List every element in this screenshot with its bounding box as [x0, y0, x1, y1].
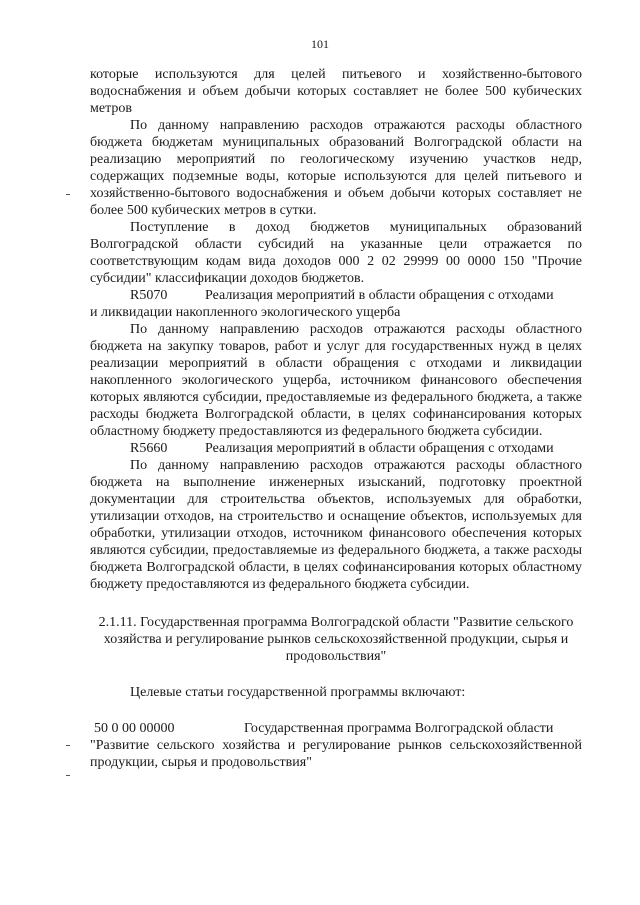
program-code: 50 0 00 00000: [94, 721, 175, 736]
paragraph-geology-expenses: По данному направлению расходов отражаются расходы областного бюджета бюджетам муниципальных образований Волгоградской области на реализацию мероприятий по геологическому изучению участков недр, содержащих подземные воды, которые используются для целей питьевого и хозяйственно-бытового водоснабжения и объем добычи которых составляет не более 500 кубических метров в сутки.: [90, 118, 582, 218]
article-code: R5660: [130, 441, 168, 456]
section-heading: 2.1.11. Государственная программа Волгоградской области "Развитие сельского хозяйства и регулирование рынков сельскохозяйственной продукции, сырья и продовольствия": [98, 615, 574, 664]
paragraph-continuation: которые используются для целей питьевого и хозяйственно-бытового водоснабжения и объем добычи которых составляет не более 500 кубических метров: [90, 67, 582, 116]
page-number: 101: [311, 37, 329, 51]
target-article-r5070: [90, 287, 582, 321]
margin-mark: [66, 194, 70, 195]
article-title-continuation: и ликвидации накопленного экологического ущерба: [90, 305, 401, 320]
paragraph-r5070-description: По данному направлению расходов отражаются расходы областного бюджета на закупку товаров, работ и услуг для государственных нужд в целях реализации мероприятий в области обращения с отходами и ликвидации накопленного экологического ущерба, источником финансового обеспечения которых являются субсидии, предоставляемые из федерального бюджета, а также расходы бюджета Волгоградской области, в целях софинансирования которых областному бюджету предоставляются из федерального бюджета субсидии.: [90, 322, 582, 439]
margin-mark: [66, 775, 70, 776]
target-article-r5660: [90, 440, 582, 457]
margin-mark: [66, 745, 70, 746]
intro-line: Целевые статьи государственной программы включают:: [130, 685, 466, 700]
program-title: Государственная программа Волгоградской области: [244, 721, 554, 736]
program-entry: [90, 720, 582, 771]
program-title-continuation: "Развитие сельского хозяйства и регулирование рынков сельскохозяйственной продукции, сырья и продовольствия": [90, 738, 582, 770]
article-title: Реализация мероприятий в области обращения с отходами: [205, 441, 554, 456]
article-code: R5070: [130, 288, 168, 303]
paragraph-r5660-description: По данному направлению расходов отражаются расходы областного бюджета на выполнение инженерных изысканий, подготовку проектной документации для строительства объектов, используемых для обработки, утилизации отходов, на строительство и оснащение объектов, используемых для обработки, утилизации отходов, источником финансового обеспечения которых являются субсидии, предоставляемые из федерального бюджета, а также расходы бюджета Волгоградской области, в целях софинансирования которых областному бюджету предоставляются из федерального бюджета субсидии.: [90, 458, 582, 592]
article-title: Реализация мероприятий в области обращения с отходами: [205, 288, 554, 303]
document-body: [90, 66, 582, 771]
paragraph-revenue-classification: Поступление в доход бюджетов муниципальных образований Волгоградской области субсидий на указанные цели отражается по соответствующим кодам вида доходов 000 2 02 29999 00 0000 150 "Прочие субсидии" классификации доходов бюджетов.: [90, 220, 582, 286]
